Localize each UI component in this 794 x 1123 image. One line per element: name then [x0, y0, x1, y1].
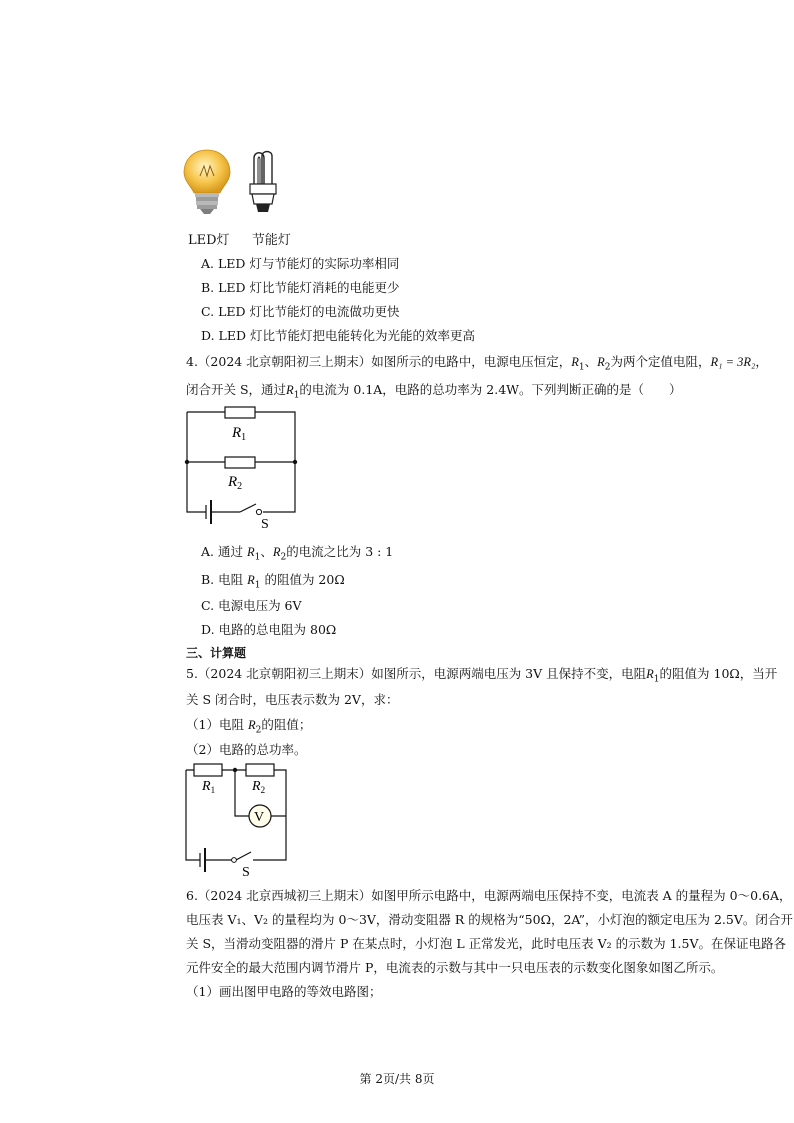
- resistor-r1: [225, 407, 255, 418]
- voltmeter-label: V: [254, 810, 265, 825]
- q4-option-d: D. 电路的总电阻为 80Ω: [201, 622, 337, 637]
- led-lamp-label: LED灯: [188, 233, 230, 248]
- q6-stem-line1: 6.（2024 北京西城初三上期末）如图甲所示电路中，电源两端电压保持不变，电流表 A 的量程为 0～0.6A，: [186, 888, 792, 903]
- q4-stem-line2: 闭合开关 S，通过$R_1$的电流为 0.1A，电路的总功率为 2.4W。下列判断正确的是（ ）: [186, 382, 682, 401]
- r2-label: $R_2$: [252, 779, 266, 795]
- q4-option-c: C. 电源电压为 6V: [201, 598, 302, 613]
- q5-subquestion-1: （1）电阻 $R_2$的阻值；: [186, 717, 312, 736]
- cfl-lamp-label: 节能灯: [251, 233, 291, 248]
- q5-subquestion-2: （2）电路的总功率。: [186, 742, 307, 757]
- page-footer: 第 2页/共 8页: [359, 1072, 435, 1086]
- lamp-labels: [188, 229, 291, 248]
- q4-relation: R₁ = 3R₂: [710, 355, 756, 369]
- r1-label: $R_1$: [202, 779, 216, 795]
- q6-stem-line2: 电压表 V₁、V₂ 的量程均为 0～3V，滑动变阻器 R 的规格为“50Ω，2A”，小灯泡的额定电压为 2.5V。闭合开: [186, 912, 793, 927]
- switch-label: S: [242, 865, 250, 878]
- energy-saving-bulb-icon: [250, 152, 276, 213]
- q3-option-b: B. LED 灯比节能灯消耗的电能更少: [201, 280, 400, 295]
- q5-circuit-diagram: [180, 760, 295, 878]
- q3-option-a: A. LED 灯与节能灯的实际功率相同: [201, 256, 400, 271]
- q4-option-b: B. 电阻 $R_1$ 的阻值为 20Ω: [201, 572, 345, 591]
- q6-stem-line3: 关 S，当滑动变阻器的滑片 P 在某点时，小灯泡 L 正常发光，此时电压表 V₂ 的示数为 1.5V。在保证电路各: [186, 936, 787, 951]
- switch: [240, 504, 256, 512]
- q5-stem-line1: 5.（2024 北京朝阳初三上期末）如图所示，电源两端电压为 3V 且保持不变，电阻$R_1$的阻值为 10Ω，当开: [186, 666, 778, 685]
- resistor-r1: [194, 764, 222, 776]
- lamp-images: [180, 148, 290, 220]
- resistor-r2: [246, 764, 274, 776]
- q6-stem-line4: 元件安全的最大范围内调节滑片 P，电流表的示数与其中一只电压表的示数变化图象如图乙所示。: [186, 960, 724, 975]
- q3-option-c: C. LED 灯比节能灯的电流做功更快: [201, 304, 400, 319]
- switch-label: S: [261, 517, 269, 532]
- resistor-r2: [225, 457, 255, 468]
- led-bulb-icon: [184, 150, 230, 214]
- q4-circuit-diagram: [180, 402, 305, 532]
- q4-option-a: A. 通过 $R_1$、$R_2$的电流之比为 3 : 1: [201, 544, 394, 563]
- switch: [236, 852, 251, 860]
- r1-label: $R_1$: [232, 425, 247, 443]
- q4-stem-line1: 4.（2024 北京朝阳初三上期末）如图所示的电路中，电源电压恒定，$R_1$、$R_2$为两个定值电阻，R₁ = 3R₂，: [186, 354, 768, 373]
- q5-stem-line2: 关 S 闭合时，电压表示数为 2V，求：: [186, 692, 399, 707]
- q3-option-d: D. LED 灯比节能灯把电能转化为光能的效率更高: [201, 328, 475, 343]
- section-title: 三、计算题: [186, 646, 247, 660]
- q6-subquestion-1: （1）画出图甲电路的等效电路图；: [186, 984, 382, 999]
- r2-label: $R_2$: [228, 474, 243, 492]
